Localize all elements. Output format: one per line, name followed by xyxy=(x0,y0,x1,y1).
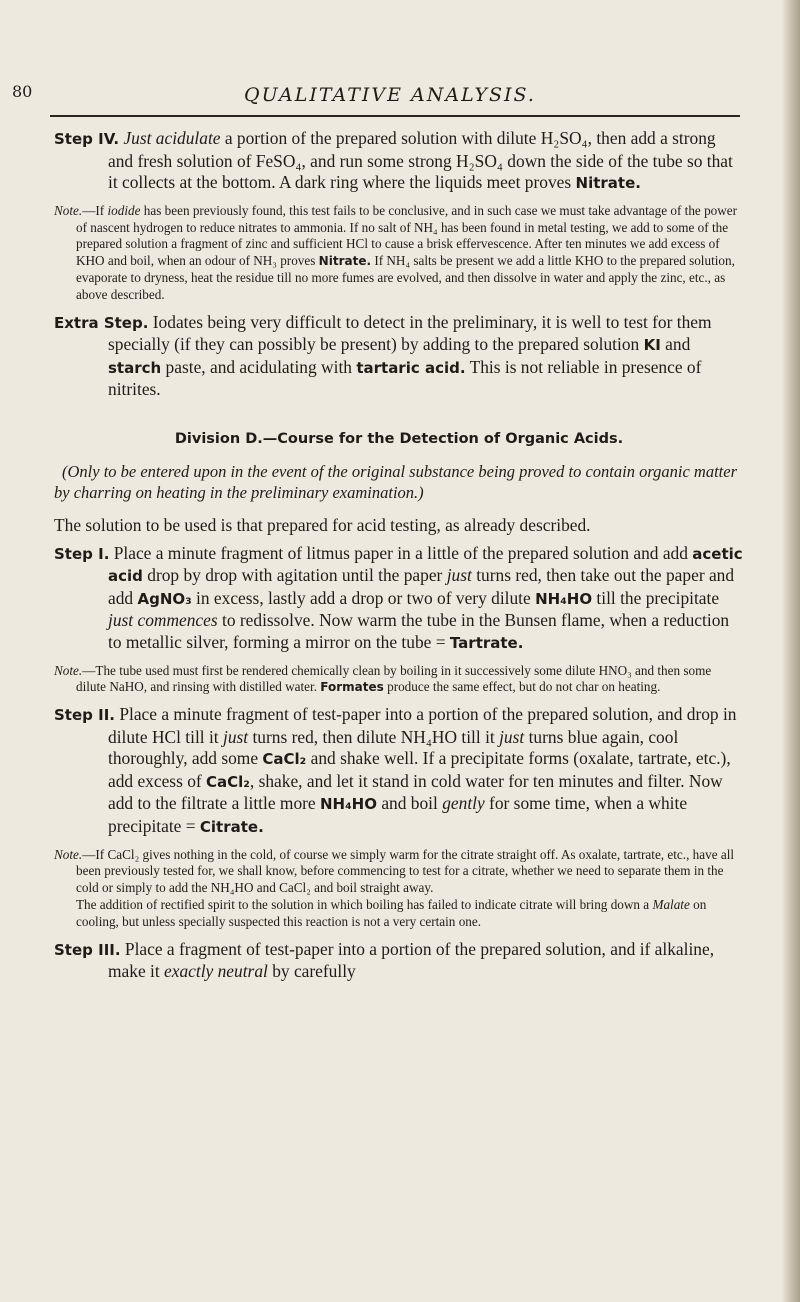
page-edge-shadow xyxy=(782,0,800,1302)
step-i-emphasis: just commences xyxy=(108,610,218,631)
step-i-text: drop by drop with agitation until the paper xyxy=(142,565,447,586)
step-ii-text: and shake well. If a precipitate forms (oxalate, tartrate, etc.), add excess of xyxy=(108,748,731,791)
extra-step-text: and xyxy=(660,334,691,355)
step-ii-text: and boil xyxy=(376,793,443,814)
step-ii-emphasis: gently xyxy=(442,793,485,814)
step-ii-emphasis: just xyxy=(222,726,249,747)
note-malate xyxy=(54,897,744,931)
note-label: Note. xyxy=(54,662,83,678)
note-result: Nitrate. xyxy=(318,254,372,269)
division-subheading: (Only to be entered upon in the event of the original substance being proved to contain organic matter by charring on heating in the preliminary examination.) xyxy=(54,461,737,502)
step-iii-text: by carefully xyxy=(267,961,356,982)
page-content xyxy=(54,128,744,991)
running-title: QUALITATIVE ANALYSIS. xyxy=(244,84,536,106)
intro-paragraph: The solution to be used is that prepared for acid testing, as already described. xyxy=(54,514,591,535)
note-text: —If xyxy=(82,202,108,218)
step-i xyxy=(54,543,744,655)
note-label: Note. xyxy=(54,846,83,862)
step-iii-label: Step III. xyxy=(54,940,121,959)
note-text: If NH₄ salts be present we add a little KHO to the prepared solution, evaporate to dryness, heat the residue till no more fumes are evolved, and then dissolve in water and apply the zinc, etc., as above described. xyxy=(76,253,735,302)
note-text: on cooling, but unless specially suspected this reaction is not a very certain one. xyxy=(76,897,707,929)
extra-step-text: This is not reliable in presence of nitrites. xyxy=(108,356,702,400)
step-iii-text: Place a fragment of test-paper into a portion of the prepared solution, and if alkaline, make it xyxy=(108,938,715,982)
step-ii-text: for some time, when a white precipitate = xyxy=(108,793,688,837)
reagent: starch xyxy=(108,358,162,377)
step-ii-text: turns red, then dilute NH₄HO till it xyxy=(248,726,500,747)
step-ii-text: , shake, and let it stand in cold water for ten minutes and filter. Now add to the filtrate a little more xyxy=(108,770,723,814)
step-iv-label: Step IV. xyxy=(54,130,120,148)
note-text: The addition of rectified spirit to the solution in which boiling has failed to indicate citrate will bring down a xyxy=(76,897,653,913)
reagent: NH₄HO xyxy=(535,589,593,608)
note-text: —If CaCl₂ gives nothing in the cold, of course we simply warm for the citrate straight off. As oxalate, tartrate, etc., have all been previously tested for, we shall know, before commencing to test for a citrate, whether we need to separate them in the cold or simply to add the NH₄HO and CaCl₂ and boil straight away. xyxy=(76,846,735,896)
extra-step-label: Extra Step. xyxy=(54,313,149,332)
step-i-text: turns red, then take out the paper and add xyxy=(108,565,735,608)
reagent: AgNO₃ xyxy=(137,589,192,608)
step-i-text: Place a minute fragment of litmus paper in a little of the prepared solution and add xyxy=(109,542,693,563)
note-text: —The tube used must first be rendered chemically clean by boiling in it successively some dilute HNO₃ and then some dilute NaHO, and rinsing with distilled water. xyxy=(76,662,712,695)
step-iv xyxy=(54,128,744,195)
step-ii-emphasis: just xyxy=(499,726,525,747)
note-text: produce the same effect, but do not char on heating. xyxy=(383,679,661,695)
step-i-result: Tartrate. xyxy=(449,633,524,652)
step-iv-result: Nitrate. xyxy=(575,174,641,193)
step-ii-text: Place a minute fragment of test-paper into a portion of the prepared solution, and drop in dilute HCl till it xyxy=(108,704,737,747)
step-ii-result: Citrate. xyxy=(199,818,264,837)
step-iii-emphasis: exactly neutral xyxy=(164,961,268,982)
note-text: has been previously found, this test fails to be conclusive, and in such case we must take advantage of the power of nascent hydrogen to reduce nitrates to ammonia. If no salt of NH₄ has been found in metal testing, we add to some of the prepared solution a fragment of zinc and sufficient HCl to cause a brisk effervescence. After ten minutes we add excess of KHO and boil, when an odour of NH₃ proves xyxy=(76,202,738,269)
page-number: 80 xyxy=(12,82,33,101)
reagent: tartaric acid. xyxy=(356,358,466,377)
step-i-label: Step I. xyxy=(54,544,110,563)
step-ii-label: Step II. xyxy=(54,706,115,725)
step-i-text: in excess, lastly add a drop or two of very dilute xyxy=(191,587,536,608)
note-iodide xyxy=(54,203,744,304)
note-emphasis: Malate xyxy=(652,897,690,913)
note-emphasis: iodide xyxy=(107,202,141,218)
reagent: NH₄HO xyxy=(320,795,377,814)
step-i-emphasis: just xyxy=(446,565,472,586)
note-calcium xyxy=(54,847,744,897)
extra-step-text: Iodates being very difficult to detect in the preliminary, it is well to test for them specially (if they can possibly be present) by adding to the prepared solution xyxy=(108,311,712,355)
step-iii xyxy=(54,939,744,983)
note-result: Formates xyxy=(320,680,384,695)
extra-step xyxy=(54,312,744,401)
step-i-text: to redissolve. Now warm the tube in the Bunsen flame, when a reduction to metallic silver, forming a mirror on the tube = xyxy=(108,610,730,652)
step-ii-text: turns blue again, cool thoroughly, add some xyxy=(108,726,679,769)
step-i-text: till the precipitate xyxy=(592,587,720,608)
note-tube xyxy=(54,663,744,697)
step-ii xyxy=(54,704,744,839)
reagent: CaCl₂ xyxy=(206,772,250,791)
header-rule xyxy=(50,115,740,117)
step-iv-text: a portion of the prepared solution with dilute H₂SO₄, then add a strong and fresh solution of FeSO₄, and run some strong H₂SO₄ down the side of the tube so that it collects at the bottom. A dark ring where the liquids meet proves xyxy=(108,128,733,193)
extra-step-text: paste, and acidulating with xyxy=(161,356,357,377)
division-heading: Division D.—Course for the Detection of Organic Acids. xyxy=(174,430,624,447)
reagent: CaCl₂ xyxy=(262,750,307,769)
note-label: Note. xyxy=(54,202,83,218)
step-iv-emphasis: Just acidulate xyxy=(123,128,221,148)
reagent: acetic acid xyxy=(108,544,743,586)
reagent: KI xyxy=(643,336,661,355)
